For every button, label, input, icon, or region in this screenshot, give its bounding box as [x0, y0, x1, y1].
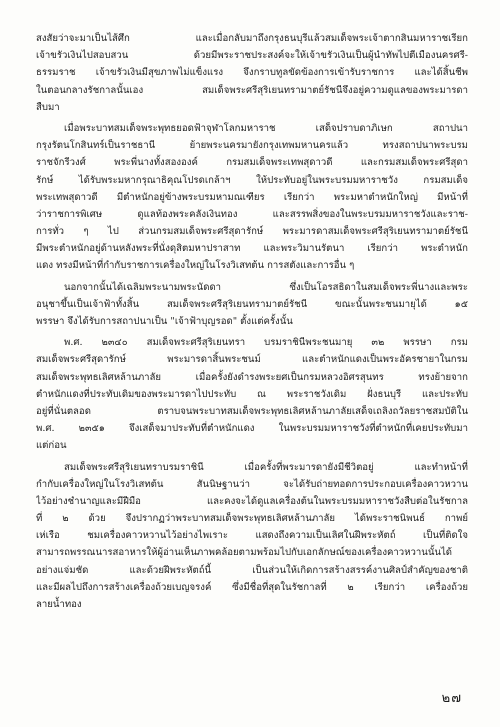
text-line: และมีผลไปถึงการสร้างเครื่องถ้วยเบญจรงค์ ซึ่งมีชื่อที่สุดในรัชกาลที่ ๒ เรียกว่า เครื่องถ้วย [36, 581, 468, 593]
text-line: มีพระตำหนักอยู่ด้านหลังพระที่นั่งดุสิตมหาปราสาท และพระวิมานรัตนา เรียกว่า พระตำหนัก [36, 243, 468, 255]
text-line: กรุงรัตนโกสินทร์เป็นราชธานี ย้ายพระนครมายังกรุงเทพมหานครแล้ว ทรงสถาปนาพระบรม [36, 140, 468, 152]
text-line: แต่ก่อน [36, 440, 67, 452]
text-line: เมื่อพระบาทสมเด็จพระพุทธยอดฟ้าจุฬาโลกมหาราช เสด็จปราบดาภิเษก สถาปนา [64, 122, 468, 134]
paragraph [36, 30, 468, 116]
text-line: สงสัยว่าจะมาเป็นไส้ศึก และเมื่อกลับมาถึงกรุงธนบุรีแล้วสมเด็จพระเจ้าตากสินมหาราชเรียก [36, 33, 468, 44]
text-line: ว่าราชการพิเศษ ดูแลท้องพระคลังเงินทอง และสรรพสิ่งของในพระบรมมหาราชวังและราช- [36, 208, 468, 220]
text-line: พ.ศ. ๒๓๕๑ จึงเสด็จมาประทับที่ตำหนักแดง ในพระบรมมหาราชวังที่ตำหนักที่เคยประทับมา [36, 423, 468, 435]
text-line: ตำหนักแดงที่ประทับเดิมของพระมารดาไปประทับ ณ พระราชวังเดิม ฝั่งธนบุรี และประทับ [36, 388, 468, 400]
text-line: สืบมา [36, 101, 60, 113]
text-line: ลายน้ำทอง [36, 599, 82, 610]
text-line: ธรรมราช เจ้าขรัวเงินมีสุขภาพไม่แข็งแรง จึงกราบทูลขัดข้องการเข้ารับราชการ และได้สิ้นชีพ [36, 67, 468, 79]
text-line: พ.ศ. ๒๓๔๐ สมเด็จพระศรีสุริเยนทรา บรมราชินีพระชนมายุ ๓๒ พรรษา กรม [64, 337, 468, 349]
text-line: พระเทพสุดาวดี มีตำหนักอยู่ข้างพระบรมหามณเฑียร เรียกว่า พระมหาตำหนักใหญ่ มีหน้าที่ [36, 191, 468, 203]
text-line: ที่ ๒ ด้วย จึงปรากฏว่าพระบาทสมเด็จพระพุทธเลิศหล้านภาลัย ได้พระราชนิพนธ์ กาพย์ [36, 513, 468, 525]
paragraph [36, 334, 468, 454]
text-line: เจ้าขรัวเงินไปสอบสวน ด้วยมีพระราชประสงค์จะให้เจ้าขรัวเงินเป็นผู้นำทัพไปตีเมืองนครศรี- [36, 50, 468, 62]
text-line: แดง ทรงมีหน้าที่กำกับราชการเครื่องใหญ่ในโรงวิเสทต้น การสตังและการอื่น ๆ [36, 260, 355, 272]
text-line: กำกับเครื่องใหญ่ในโรงวิเสทต้น สันนิษฐานว่า จะได้รับถ่ายทอดการประกอบเครื่องคาวหวาน [36, 478, 468, 490]
paragraph [36, 120, 468, 275]
body-text [36, 30, 468, 617]
text-line: ในตอนกลางรัชกาลนั้นเอง สมเด็จพระศรีสุริเยนทรามาตย์รัชนีจึงอยู่ความดูแลของพระมารดา [36, 84, 468, 96]
paragraph [36, 459, 468, 614]
text-line: สมเด็จพระศรีสุริเยนทราบรมราชินี เมื่อครั้งที่พระมารดายังมีชีวิตอยู่ และทำหน้าที่ [64, 461, 468, 473]
text-line: สมเด็จพระศรีสุดารักษ์ พระมารดาสิ้นพระชนม์ และตำหนักแดงเป็นพระอัครชายาในกรม [36, 354, 468, 366]
text-line: พรรษา จึงได้รับการสถาปนาเป็น "เจ้าฟ้าบุญรอด" ตั้งแต่ครั้งนั้น [36, 316, 293, 327]
text-line: อนุชาขึ้นเป็นเจ้าฟ้าทั้งสิ้น สมเด็จพระศรีสุริเยนทรามาตย์รัชนี ขณะนั้นพระชนมายุได้ ๑๕ [36, 298, 468, 310]
text-line: นอกจากนั้นได้เฉลิมพระนามพระนัดดา ซึ่งเป็นโอรสธิดาในสมเด็จพระพี่นางและพระ [64, 281, 468, 293]
text-line: ไว้อย่างชำนาญและมีฝีมือ และคงจะได้ดูแลเครื่องต้นในพระบรมมหาราชวังสืบต่อในรัชกาล [36, 495, 468, 507]
text-line: อยู่ที่นั่นตลอด ตราบจนพระบาทสมเด็จพระพุทธเลิศหล้านภาลัยเสด็จเถลิงถวัลยราชสมบัติใน [36, 405, 468, 417]
page-number: ๒๗ [441, 691, 462, 706]
text-line: สามารถพรรณนารสอาหารให้ผู้อ่านเห็นภาพคล้อยตามพร้อมไปกับเอกลักษณ์ของเครื่องคาวหวานนั้นได้ [36, 547, 453, 559]
text-line: ราชจักรีวงศ์ พระพี่นางทั้งสององค์ กรมสมเด็จพระเทพสุดาวดี และกรมสมเด็จพระศรีสุดา [36, 157, 468, 169]
paragraph [36, 279, 468, 331]
text-line: เห่เรือ ชมเครื่องคาวหวานไว้อย่างไพเราะ แสดงถึงความเป็นเลิศในฝีพระหัตถ์ เป็นที่ติดใจ [36, 530, 468, 542]
text-line: อย่างแจ่มชัด และด้วยฝีพระหัตถ์นี้ เป็นส่วนให้เกิดการสร้างสรรค์งานศิลป์สำคัญของชาติ [36, 564, 468, 576]
text-line: การทั่ว ๆ ไป ส่วนกรมสมเด็จพระศรีสุดารักษ์ พระมารดาสมเด็จพระศรีสุริเยนทรามาตย์รัชนี [36, 226, 468, 238]
text-line: รักษ์ ได้รับพระมหากรุณาธิคุณโปรดเกล้าฯ ให้ประทับอยู่ในพระบรมมหาราชวัง กรมสมเด็จ [36, 174, 468, 186]
text-line: สมเด็จพระพุทธเลิศหล้านภาลัย เมื่อครั้งยังดำรงพระยศเป็นกรมหลวงอิศรสุนทร ทรงย้ายจาก [36, 371, 468, 383]
